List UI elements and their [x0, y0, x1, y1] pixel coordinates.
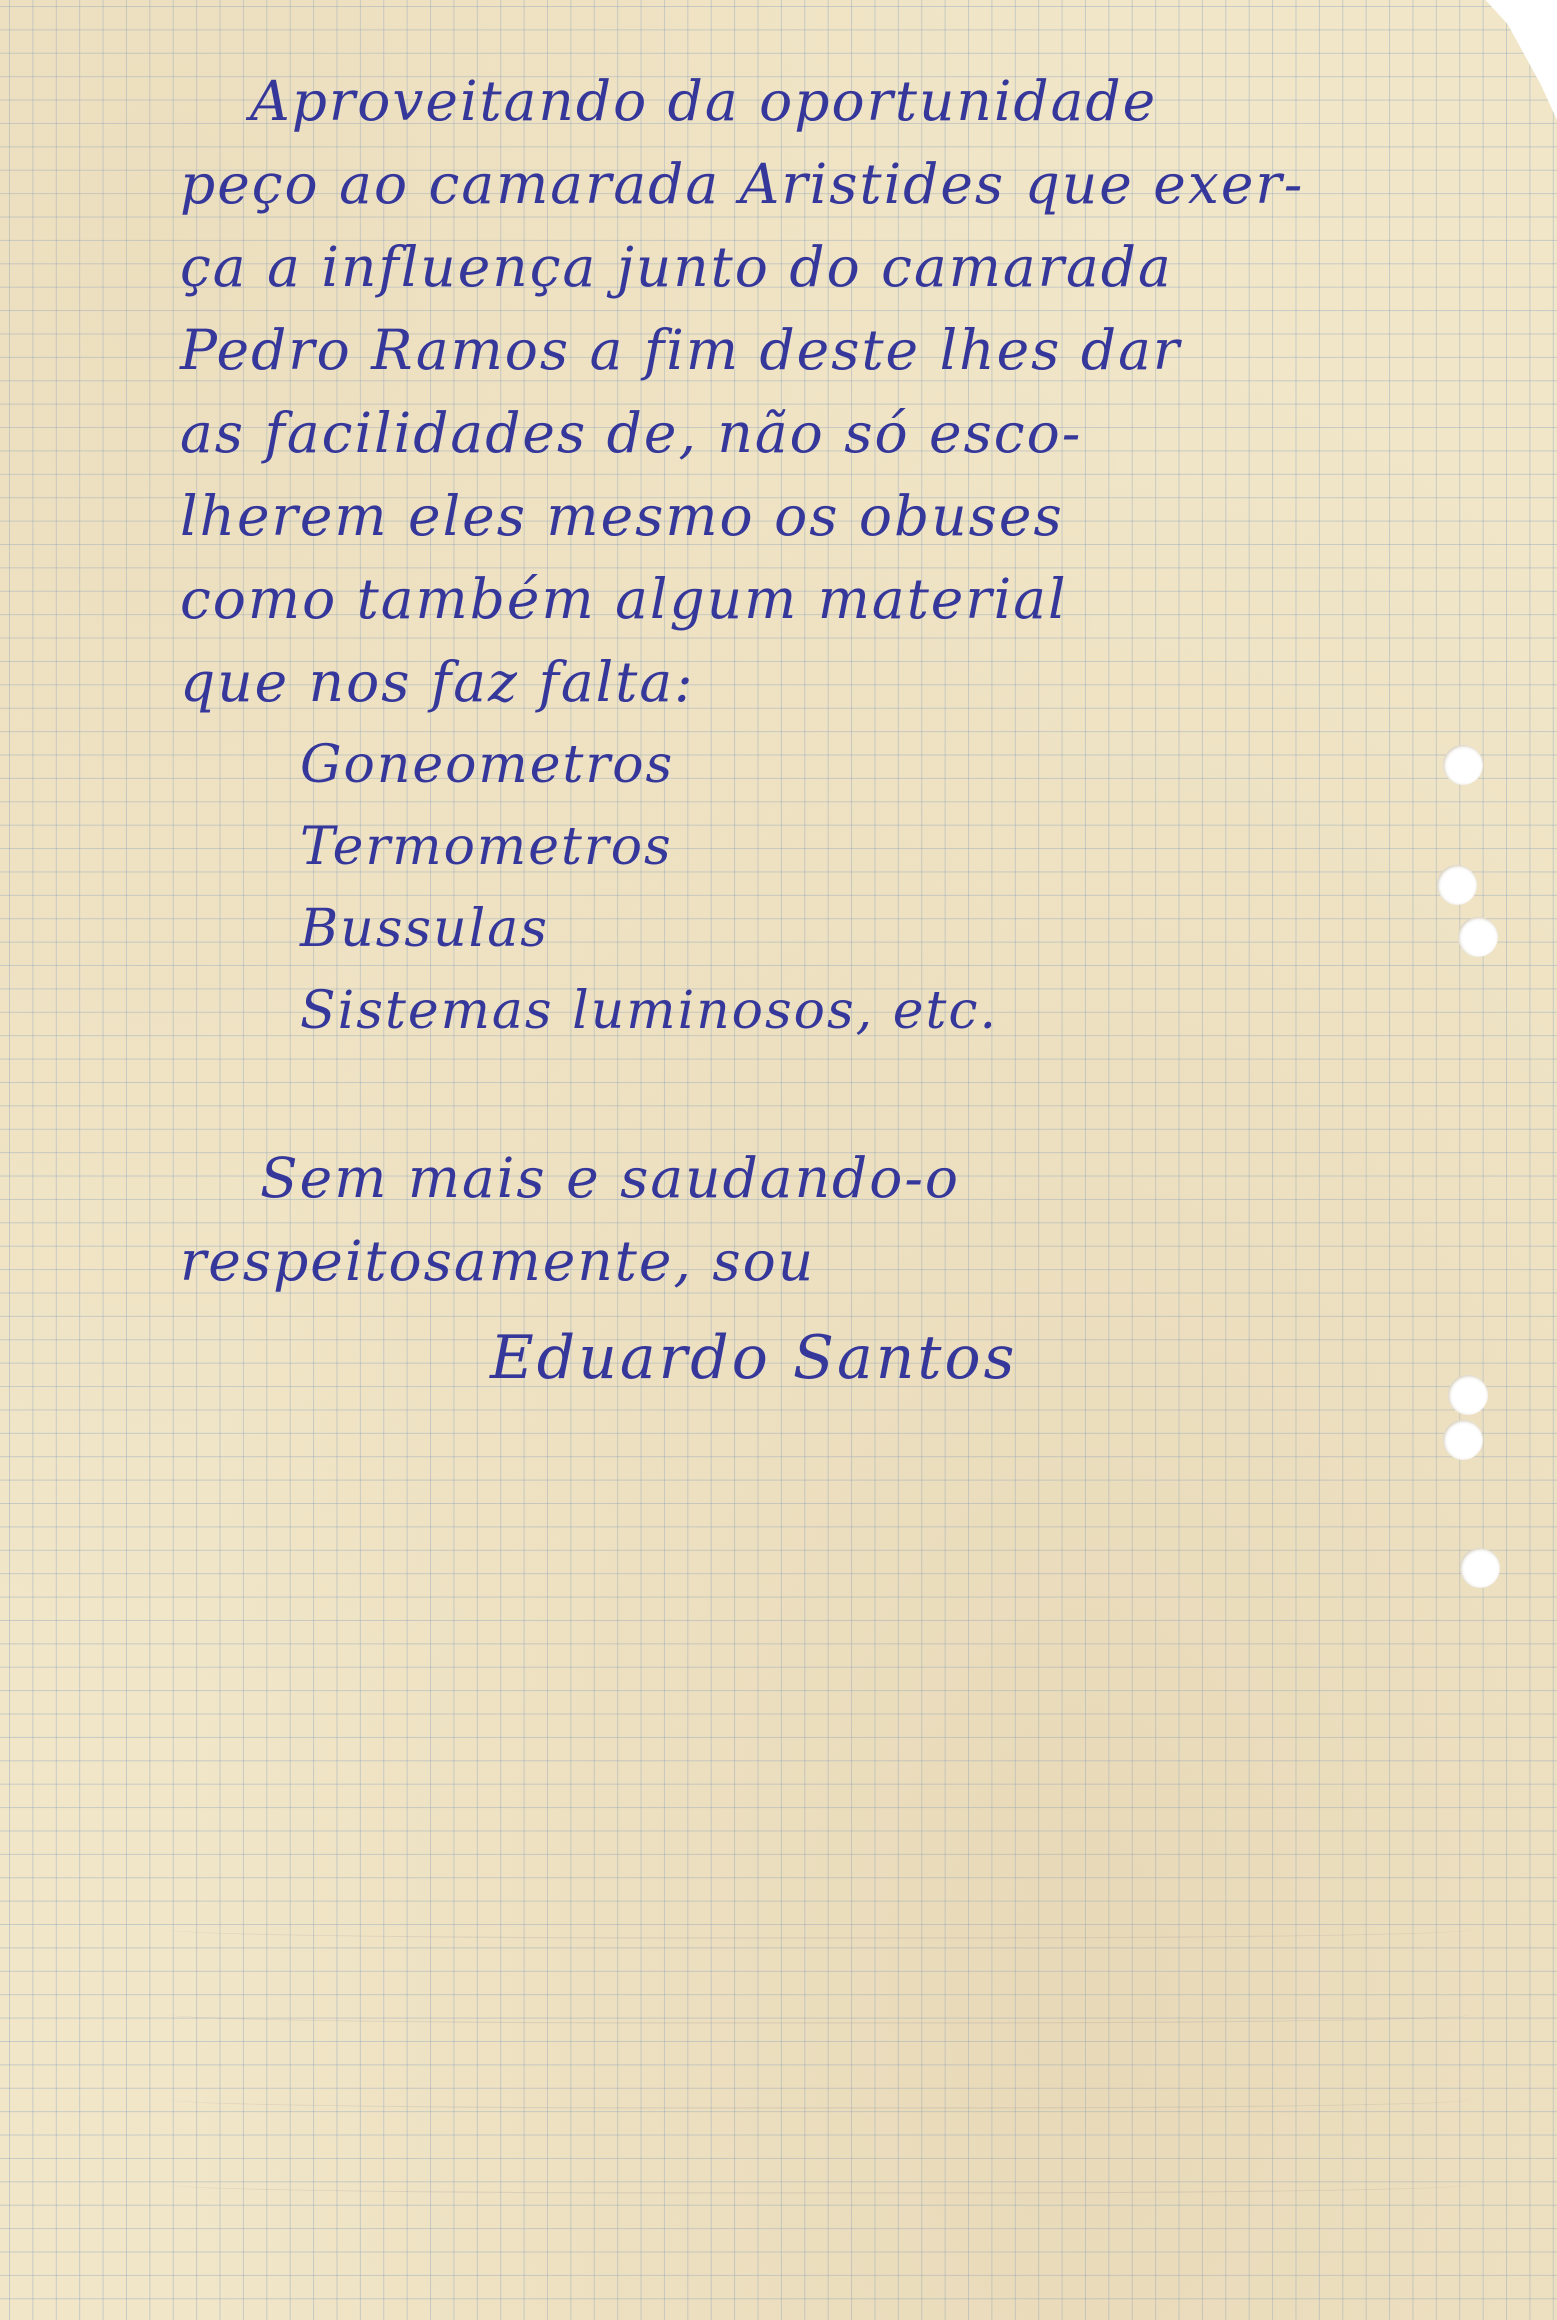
letter-line: como também algum material	[180, 567, 1068, 631]
torn-corner	[1447, 0, 1557, 120]
punch-hole	[1448, 1375, 1488, 1415]
punch-hole	[1443, 1420, 1483, 1460]
closing-line: Sem mais e saudando-o	[260, 1146, 961, 1210]
list-item: Goneometros	[300, 735, 675, 795]
closing-line: respeitosamente, sou	[180, 1229, 816, 1293]
punch-hole	[1458, 917, 1498, 957]
handwritten-letter	[180, 60, 1410, 1403]
list-item: Sistemas luminosos, etc.	[300, 981, 999, 1041]
letter-line: Pedro Ramos a fim deste lhes dar	[180, 318, 1182, 382]
letter-line: lherem eles mesmo os obuses	[180, 484, 1064, 548]
bleed-through-text	[170, 1900, 1470, 2300]
closing	[180, 1137, 1410, 1303]
list-item: Bussulas	[300, 899, 549, 959]
punch-hole	[1460, 1548, 1500, 1588]
list-item: Termometros	[300, 817, 673, 877]
letter-line: as facilidades de, não só esco-	[180, 401, 1083, 465]
punch-hole	[1443, 745, 1483, 785]
letter-line: peço ao camarada Aristides que exer-	[180, 152, 1305, 216]
punch-hole	[1437, 865, 1477, 905]
letter-line: que nos faz falta:	[180, 650, 695, 714]
letter-line: Aproveitando da oportunidade	[250, 69, 1158, 133]
signature: Eduardo Santos	[490, 1323, 1018, 1393]
letter-line: ça a influença junto do camarada	[180, 235, 1173, 299]
material-list	[180, 724, 1410, 1052]
